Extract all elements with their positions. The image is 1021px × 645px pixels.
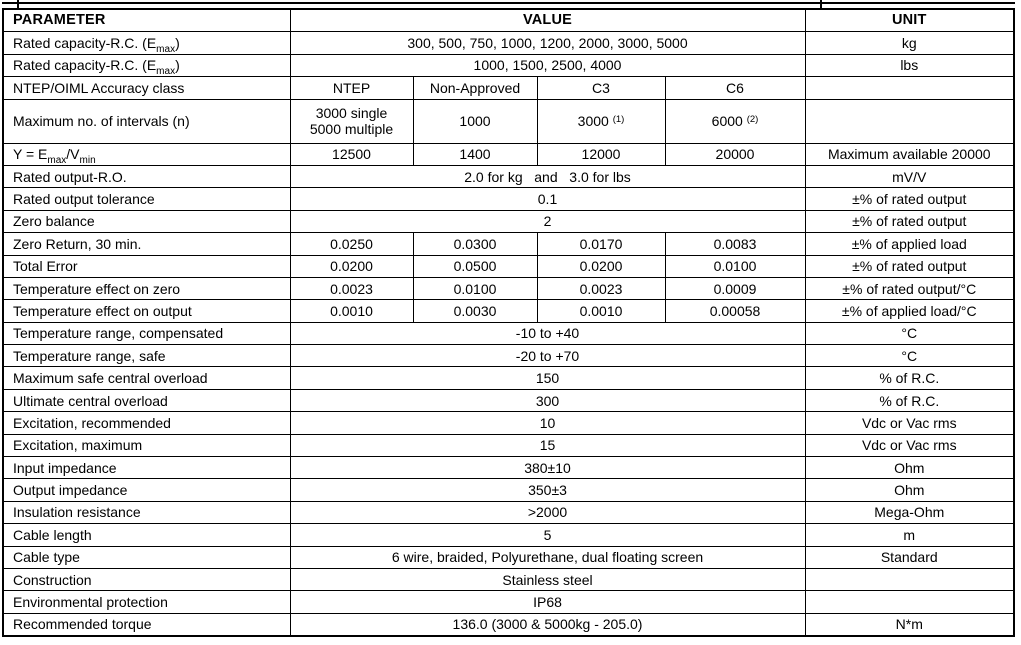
value-cell: Non-Approved	[413, 77, 537, 99]
value-cell: 10	[290, 412, 805, 434]
unit-cell	[805, 591, 1014, 613]
top-border-line	[2, 2, 1015, 4]
value-cell: >2000	[290, 501, 805, 523]
parameter-cell: Input impedance	[3, 457, 290, 479]
value-cell: 0.0170	[537, 233, 665, 255]
value-cell: 0.0200	[537, 255, 665, 277]
value-cell: 1400	[413, 143, 537, 165]
value-cell: NTEP	[290, 77, 413, 99]
value-cell: 380±10	[290, 457, 805, 479]
unit-cell	[805, 77, 1014, 99]
table-row	[3, 277, 1014, 299]
value-cell: C3	[537, 77, 665, 99]
value-cell: 6 wire, braided, Polyurethane, dual floating screen	[290, 546, 805, 568]
parameter-cell: Cable length	[3, 524, 290, 546]
parameter-cell: Recommended torque	[3, 613, 290, 636]
value-cell: 20000	[665, 143, 805, 165]
value-cell: 0.0010	[290, 300, 413, 322]
value-cell: 2	[290, 210, 805, 232]
column-header-unit: UNIT	[805, 9, 1014, 32]
table-row	[3, 322, 1014, 344]
value-cell: 0.1	[290, 188, 805, 210]
unit-cell: % of R.C.	[805, 389, 1014, 411]
unit-cell: % of R.C.	[805, 367, 1014, 389]
value-cell: 0.0250	[290, 233, 413, 255]
parameter-cell: NTEP/OIML Accuracy class	[3, 77, 290, 99]
value-cell: 5	[290, 524, 805, 546]
divider-remnant-left	[17, 0, 19, 8]
table-row	[3, 233, 1014, 255]
parameter-cell: Environmental protection	[3, 591, 290, 613]
table-row	[3, 389, 1014, 411]
unit-cell: ±% of rated output	[805, 210, 1014, 232]
unit-cell	[805, 99, 1014, 143]
unit-cell	[805, 568, 1014, 590]
column-header-parameter: PARAMETER	[3, 9, 290, 32]
parameter-cell: Maximum no. of intervals (n)	[3, 99, 290, 143]
table-row	[3, 591, 1014, 613]
value-cell: 0.0100	[413, 277, 537, 299]
parameter-cell: Ultimate central overload	[3, 389, 290, 411]
value-cell: 15	[290, 434, 805, 456]
unit-cell: N*m	[805, 613, 1014, 636]
table-row	[3, 255, 1014, 277]
value-cell: 0.0500	[413, 255, 537, 277]
table-row	[3, 479, 1014, 501]
table-row	[3, 367, 1014, 389]
unit-cell: ±% of rated output/°C	[805, 277, 1014, 299]
table-row	[3, 77, 1014, 99]
parameter-cell: Zero Return, 30 min.	[3, 233, 290, 255]
parameter-cell: $Y = E_{max}/V_{min}$	[3, 143, 290, 165]
unit-cell: Maximum available 20000	[805, 143, 1014, 165]
unit-cell: °C	[805, 322, 1014, 344]
table-row	[3, 99, 1014, 143]
value-cell: 3000 single 5000 multiple	[290, 99, 413, 143]
unit-cell: Ohm	[805, 479, 1014, 501]
table-row	[3, 54, 1014, 76]
value-cell: 12500	[290, 143, 413, 165]
parameter-cell: Maximum safe central overload	[3, 367, 290, 389]
unit-cell: ±% of applied load	[805, 233, 1014, 255]
table-row	[3, 345, 1014, 367]
unit-cell: ±% of rated output	[805, 255, 1014, 277]
value-cell: 1000, 1500, 2500, 4000	[290, 54, 805, 76]
table-row	[3, 457, 1014, 479]
value-cell: 2.0 for kg and 3.0 for lbs	[290, 165, 805, 187]
unit-cell: ±% of applied load/°C	[805, 300, 1014, 322]
unit-cell: °C	[805, 345, 1014, 367]
value-cell: 1000	[413, 99, 537, 143]
parameter-cell: Rated output tolerance	[3, 188, 290, 210]
parameter-cell: Construction	[3, 568, 290, 590]
unit-cell: kg	[805, 32, 1014, 54]
parameter-cell: Cable type	[3, 546, 290, 568]
parameter-cell: Rated capacity-R.C. $(E_{max})$	[3, 32, 290, 54]
unit-cell: mV/V	[805, 165, 1014, 187]
value-cell: 6000 $^{(2)}$	[665, 99, 805, 143]
value-cell: 0.0200	[290, 255, 413, 277]
unit-cell: Mega-Ohm	[805, 501, 1014, 523]
parameter-cell: Zero balance	[3, 210, 290, 232]
table-row	[3, 524, 1014, 546]
unit-cell: Standard	[805, 546, 1014, 568]
parameter-cell: Insulation resistance	[3, 501, 290, 523]
parameter-cell: Temperature range, compensated	[3, 322, 290, 344]
divider-remnant-right	[820, 0, 822, 8]
value-cell: 0.0100	[665, 255, 805, 277]
column-header-value: VALUE	[290, 9, 805, 32]
parameter-cell: Temperature effect on zero	[3, 277, 290, 299]
header-row	[3, 9, 1014, 32]
value-cell: 350±3	[290, 479, 805, 501]
table-row	[3, 434, 1014, 456]
unit-cell: m	[805, 524, 1014, 546]
value-cell: 0.00058	[665, 300, 805, 322]
parameter-cell: Excitation, recommended	[3, 412, 290, 434]
unit-cell: Vdc or Vac rms	[805, 412, 1014, 434]
value-cell: 0.0023	[290, 277, 413, 299]
table-row	[3, 188, 1014, 210]
table-row	[3, 210, 1014, 232]
value-cell: 3000 $^{(1)}$	[537, 99, 665, 143]
table-row	[3, 165, 1014, 187]
table-row	[3, 143, 1014, 165]
table-row	[3, 412, 1014, 434]
parameter-cell: Rated output-R.O.	[3, 165, 290, 187]
value-cell: 0.0010	[537, 300, 665, 322]
value-cell: 0.0023	[537, 277, 665, 299]
value-cell: 150	[290, 367, 805, 389]
value-cell: 0.0083	[665, 233, 805, 255]
table-body	[3, 32, 1014, 636]
value-cell: 12000	[537, 143, 665, 165]
table-row	[3, 568, 1014, 590]
value-cell: 300	[290, 389, 805, 411]
value-cell: 136.0 (3000 & 5000kg - 205.0)	[290, 613, 805, 636]
value-cell: 0.0300	[413, 233, 537, 255]
specification-table	[2, 8, 1015, 637]
parameter-cell: Output impedance	[3, 479, 290, 501]
table-row	[3, 32, 1014, 54]
value-cell: 300, 500, 750, 1000, 1200, 2000, 3000, 5000	[290, 32, 805, 54]
value-cell: 0.0030	[413, 300, 537, 322]
parameter-cell: Rated capacity-R.C. $(E_{max})$	[3, 54, 290, 76]
value-cell: -10 to +40	[290, 322, 805, 344]
value-cell: -20 to +70	[290, 345, 805, 367]
parameter-cell: Temperature range, safe	[3, 345, 290, 367]
table-row	[3, 300, 1014, 322]
table-row	[3, 501, 1014, 523]
parameter-cell: Temperature effect on output	[3, 300, 290, 322]
value-cell: Stainless steel	[290, 568, 805, 590]
parameter-cell: Total Error	[3, 255, 290, 277]
value-cell: IP68	[290, 591, 805, 613]
table-row	[3, 613, 1014, 636]
unit-cell: ±% of rated output	[805, 188, 1014, 210]
unit-cell: Ohm	[805, 457, 1014, 479]
value-cell: 0.0009	[665, 277, 805, 299]
unit-cell: Vdc or Vac rms	[805, 434, 1014, 456]
parameter-cell: Excitation, maximum	[3, 434, 290, 456]
value-cell: C6	[665, 77, 805, 99]
unit-cell: lbs	[805, 54, 1014, 76]
table-row	[3, 546, 1014, 568]
